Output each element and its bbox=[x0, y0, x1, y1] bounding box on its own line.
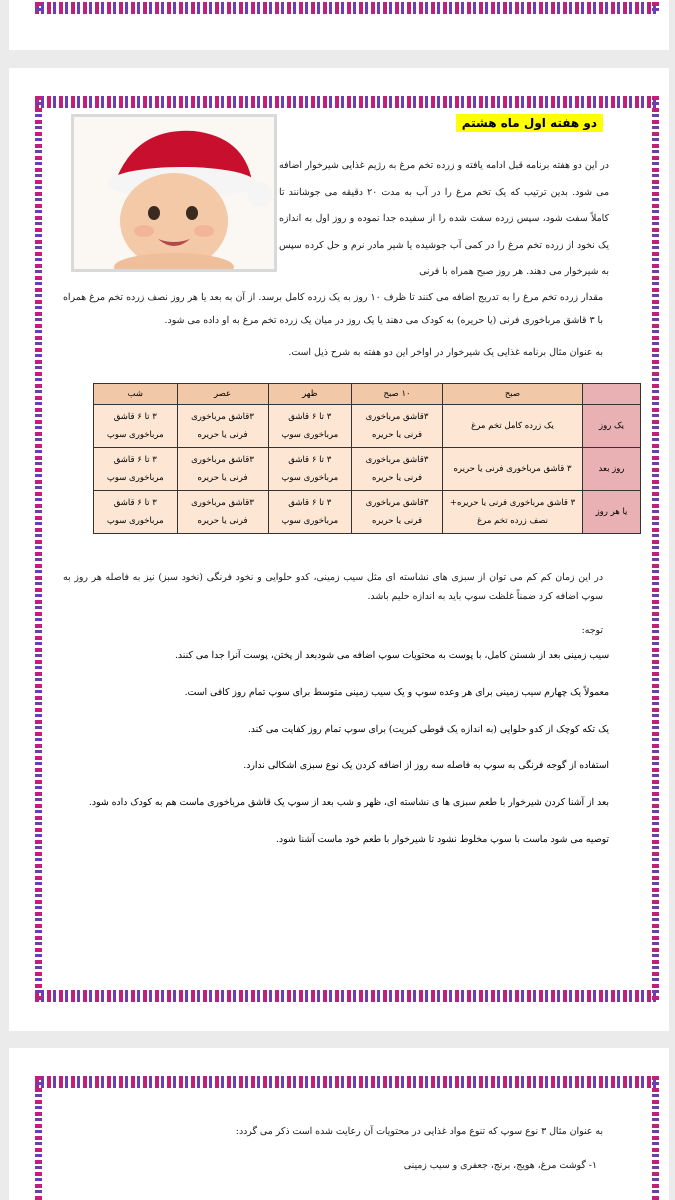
page-border-top bbox=[35, 96, 659, 108]
table-cell: ۳قاشق مرباخوری فرنی یا حریره bbox=[177, 448, 268, 491]
next-page bbox=[9, 1048, 669, 1200]
table-header-row bbox=[94, 384, 641, 405]
page-border-right bbox=[652, 1076, 659, 1200]
table-cell: ۳قاشق مرباخوری فرنی یا حریره bbox=[352, 405, 443, 448]
page-border-left bbox=[35, 0, 42, 14]
next-page-intro: به عنوان مثال ۳ نوع سوپ که تنوع مواد غذایی در محتویات آن رعایت شده است ذکر می گردد: bbox=[235, 1126, 603, 1137]
table-cell: ۳قاشق مرباخوری فرنی یا حریره bbox=[177, 491, 268, 534]
table-cell: ۳ تا ۶ قاشق مرباخوری سوپ bbox=[94, 448, 178, 491]
table-row bbox=[94, 491, 641, 534]
notes-title: توجه: bbox=[581, 625, 603, 636]
page-border-bottom bbox=[35, 990, 659, 1002]
table-row bbox=[94, 448, 641, 491]
page-border-left bbox=[35, 96, 42, 1002]
page-border-top bbox=[35, 1076, 659, 1088]
list-item: معمولاً یک چهارم سیب زمینی برای هر وعده سوپ و یک سیب زمینی متوسط برای سوپ تمام روز کافی است. bbox=[184, 686, 609, 698]
list-item: بعد از آشنا کردن شیرخوار با طعم سبزی ها ی نشاسته ای، ظهر و شب بعد از سوپ یک قاشق مرباخوری ماست هم به کودک داده شود. bbox=[88, 797, 609, 809]
intro-paragraph-wrapped: در این دو هفته برنامه قبل ادامه یافته و زرده تخم مرغ به رژیم غذایی شیرخوار اضافه می شود. بدین ترتیب که یک تخم مرغ را در آب به مدت ۲۰ دقیقه می جوشانند تا کاملاً سفت شود، سپس زرده سفت شده را از سفیده جدا نموده و روز اول به اندازه یک نخود از زرده تخم مرغ را در کمی آب جوشیده یا شیر مادر نرم و حل کرده سپس به شیرخوار می دهند. هر روز صبح همراه با فرنی bbox=[279, 160, 610, 278]
table-cell: ۳ قاشق مرباخوری فرنی یا حریره bbox=[443, 448, 583, 491]
table-header-cell: ۱۰ صبح bbox=[352, 384, 443, 405]
notes-list bbox=[59, 650, 609, 871]
table-cell: ۳قاشق مرباخوری فرنی یا حریره bbox=[352, 448, 443, 491]
list-item: سیب زمینی بعد از شستن کامل، با پوست به محتویات سوپ اضافه می شودبعد از پختن، پوست آنرا جدا می کنند. bbox=[174, 650, 609, 661]
document-page bbox=[9, 68, 669, 1031]
table-cell: ۳قاشق مرباخوری فرنی یا حریره bbox=[352, 491, 443, 534]
row-label: یا هر روز bbox=[583, 491, 641, 534]
page-border-bottom bbox=[35, 2, 659, 14]
table-corner-cell bbox=[583, 384, 641, 405]
section-title: دو هفته اول ماه هشتم bbox=[456, 114, 603, 132]
after-table-paragraph: در این زمان کم کم می توان از سبزی های نشاسته ای مثل سیب زمینی، کدو حلوایی و نخود فرنگی (نخود سبز) نیز به فاصله هر روز به سوپ اضافه کرد ضمناً غلظت سوپ باید به اندازه حلیم باشد. bbox=[63, 572, 603, 602]
table-cell: ۳ قاشق مرباخوری فرنی یا حریره+ نصف زرده تخم مرغ bbox=[443, 491, 583, 534]
list-item: یک تکه کوچک از کدو حلوایی (به اندازه یک قوطی کبریت) برای سوپ تمام روز کفایت می کند. bbox=[247, 723, 609, 735]
table-cell: ۳ تا ۶ قاشق مرباخوری سوپ bbox=[268, 491, 351, 534]
table-header-cell: شب bbox=[94, 384, 178, 405]
table-header-cell: ظهر bbox=[268, 384, 351, 405]
table-cell: ۳ تا ۶ قاشق مرباخوری سوپ bbox=[268, 448, 351, 491]
page-border-right bbox=[652, 96, 659, 1002]
list-item: استفاده از گوجه فرنگی به سوپ به فاصله سه روز از اضافه کردن یک نوع سبزی اشکالی ندارد. bbox=[243, 760, 609, 772]
list-item: توصیه می شود ماست با سوپ مخلوط نشود تا شیرخوار با طعم خود ماست آشنا شود. bbox=[275, 833, 609, 845]
baby-photo bbox=[71, 114, 277, 272]
table-cell: ۳ تا ۶ قاشق مرباخوری سوپ bbox=[94, 405, 178, 448]
page-border-right bbox=[652, 0, 659, 14]
table-cell: ۳ تا ۶ قاشق مرباخوری سوپ bbox=[94, 491, 178, 534]
table-intro: به عنوان مثال برنامه غذایی یک شیرخوار در اواخر این دو هفته به شرح ذیل است. bbox=[288, 347, 603, 358]
table-header-cell: صبح bbox=[443, 384, 583, 405]
table-cell: ۳قاشق مرباخوری فرنی یا حریره bbox=[177, 405, 268, 448]
previous-page bbox=[9, 0, 669, 50]
row-label: یک روز bbox=[583, 405, 641, 448]
table-header-cell: عصر bbox=[177, 384, 268, 405]
next-page-list-item: ۱- گوشت مرغ، هویج، برنج، جعفری و سیب زمینی bbox=[403, 1160, 597, 1171]
diet-schedule-table bbox=[93, 383, 641, 534]
table-row bbox=[94, 405, 641, 448]
row-label: روز بعد bbox=[583, 448, 641, 491]
table-cell: یک زرده کامل تخم مرغ bbox=[443, 405, 583, 448]
intro-paragraph-continued: مقدار زرده تخم مرغ را به تدریج اضافه می کنند تا ظرف ۱۰ روز به یک زرده کامل برسد. از آن به بعد یا هر روز نصف زرده تخم مرغ همراه با ۳ قاشق مرباخوری فرنی (یا حریره) به کودک می دهند یا یک روز در میان یک زرده تخم مرغ به او داده می شود. bbox=[63, 292, 603, 326]
page-border-left bbox=[35, 1076, 42, 1200]
table-cell: ۳ تا ۶ قاشق مرباخوری سوپ bbox=[268, 405, 351, 448]
